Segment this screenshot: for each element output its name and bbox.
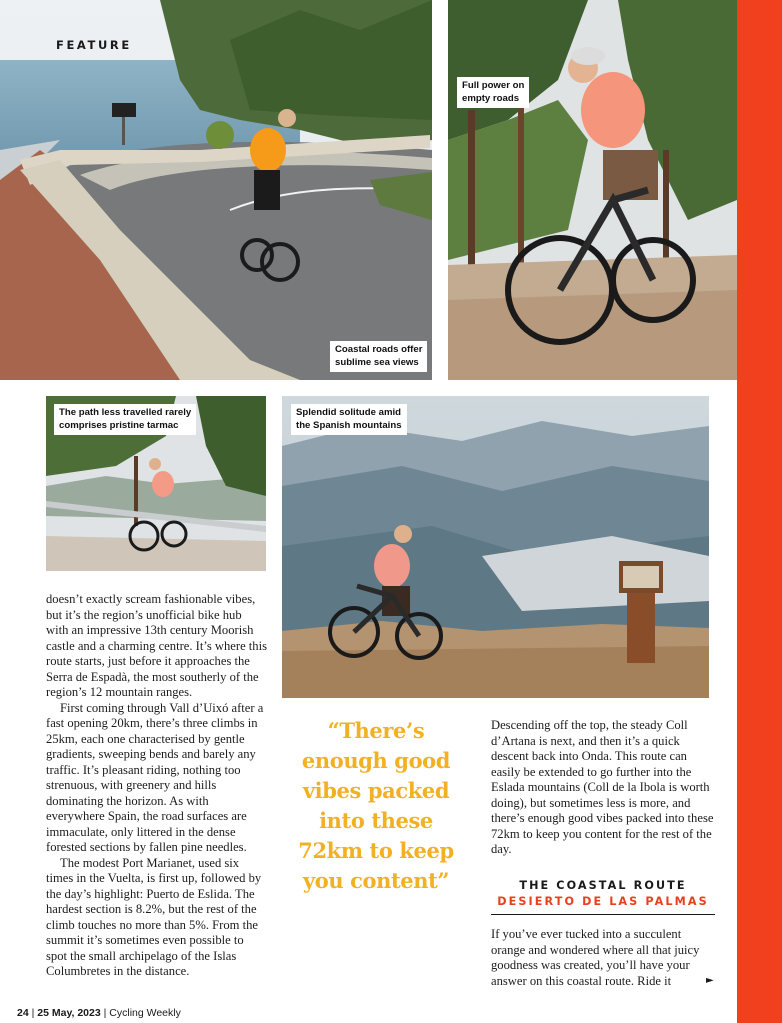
article-column-right — [491, 718, 715, 858]
footer-separator: | — [31, 1007, 35, 1019]
splendid-solitude-photo — [282, 396, 709, 698]
article-paragraph: First coming through Vall d’Uixó after a fast opening 20km, there’s three climbs in 25km, each one characterised by gentle gradients, sweeping bends and barely any traffic. It’s pleasant riding, nothing too strenuous, with greenery and hills dominating the horizon. As with everywhere Spain, the road surfaces are immaculate, only littered in the dense forested sections by fallen pine needles. — [46, 700, 264, 854]
article-paragraph: The modest Port Marianet, used six times in the Vuelta, is first up, followed by the day’s highlight: Puerto de Eslida. The hardest section is 8.2%, but the rest of the climb touches no more than 5%. From the summit it’s sometimes even possible to spot the small archipelago of the Islas Columbretes in the distance. — [46, 855, 262, 978]
section-label: FEATURE — [56, 38, 132, 52]
continue-arrow-icon: ► — [706, 975, 714, 986]
caption-path-less: The path less travelled rarely comprises pristine tarmac — [54, 404, 196, 435]
route-title: THE COASTAL ROUTE — [519, 879, 687, 892]
article-column-left — [46, 592, 267, 980]
page-footer — [17, 1007, 181, 1019]
article-paragraph: Descending off the top, the steady Coll d’Artana is next, and then it’s a quick descent back into Onda. This route can easily be extended to go further into the Eslada mountains (Coll de la Ibola is worth doing), but sometimes less is more, and there’s enough good vibes packed into these 72km to keep you content for the rest of the day. — [491, 718, 714, 856]
page-number: 24 — [17, 1007, 29, 1019]
issue-date: 25 May, 2023 — [37, 1007, 101, 1019]
footer-separator: | — [103, 1007, 107, 1019]
article-paragraph: If you’ve ever tucked into a succulent orange and wondered where all that juicy goodness was created, you’ll have your answer on this coastal route. Ride it — [491, 927, 700, 988]
caption-full-power: Full power on empty roads — [457, 77, 529, 108]
full-power-photo — [448, 0, 737, 380]
article-paragraph: doesn’t exactly scream fashionable vibes, but it’s the region’s unofficial bike hub with an impressive 13th century Moorish castle and a charming centre. It’s where this route starts, just before it approaches the Serra de Espadà, the most southerly of the region’s 12 mountain ranges. — [46, 592, 267, 699]
publication-name: Cycling Weekly — [109, 1007, 181, 1019]
accent-bar — [737, 0, 782, 1023]
route-heading — [491, 878, 715, 915]
pull-quote: “There’s enough good vibes packed into these 72km to keep you content” — [298, 718, 454, 893]
coastal-road-photo — [0, 0, 432, 380]
caption-coastal: Coastal roads offer sublime sea views — [330, 341, 427, 372]
caption-solitude: Splendid solitude amid the Spanish mountains — [291, 404, 407, 435]
route-subtitle: DESIERTO DE LAS PALMAS — [491, 894, 715, 915]
article-column-right-lower — [491, 927, 715, 989]
